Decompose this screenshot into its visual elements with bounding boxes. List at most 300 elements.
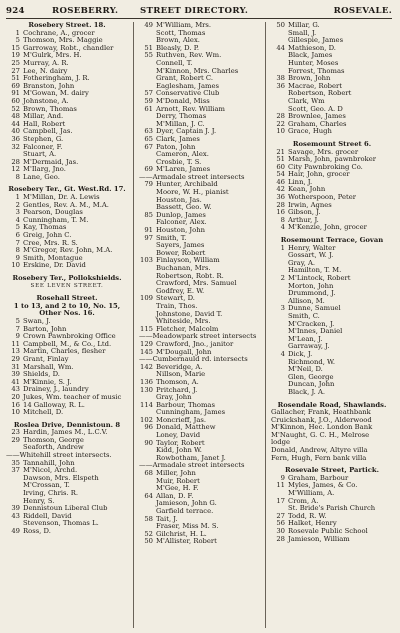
house-number: 114 xyxy=(140,401,153,409)
resident-name: Hall, Robert xyxy=(23,120,66,128)
directory-entry xyxy=(6,217,128,225)
directory-entry xyxy=(271,83,393,91)
directory-entry xyxy=(271,156,393,164)
directory-entry xyxy=(139,22,261,30)
resident-name: Brownlee, James xyxy=(288,113,346,121)
directory-entry xyxy=(6,386,128,394)
house-number: 28 xyxy=(276,113,285,121)
directory-entry xyxy=(6,194,128,202)
directory-entry xyxy=(139,212,261,220)
house-number: 38 xyxy=(276,75,285,83)
directory-entry xyxy=(6,379,128,387)
directory-entry xyxy=(139,478,261,486)
resident-name: Martin, Charles, flesher xyxy=(23,348,106,356)
resident-name: Branston, John xyxy=(23,82,75,90)
house-number: 52 xyxy=(144,530,153,538)
header-center: STREET DIRECTORY. xyxy=(140,6,249,16)
house-number: 142 xyxy=(140,363,153,371)
resident-name: Buchanan, Mrs. xyxy=(156,265,211,272)
directory-entry xyxy=(6,240,128,248)
directory-entry xyxy=(139,280,261,288)
directory-entry xyxy=(139,151,261,159)
resident-name: Moore, W. H., pianist xyxy=(156,189,229,197)
resident-name: Kidd, John W. xyxy=(156,447,202,455)
directory-entry xyxy=(6,356,128,364)
resident-name: Connell, T. xyxy=(156,59,193,67)
resident-name: Black, J. A. xyxy=(288,388,326,396)
directory-entry xyxy=(139,52,261,60)
house-number: 60 xyxy=(276,163,285,171)
house-number: 9 xyxy=(15,333,20,341)
directory-entry xyxy=(6,90,128,98)
house-number: 136 xyxy=(140,378,153,386)
resident-name: Falconer, F. xyxy=(23,143,63,151)
directory-entry xyxy=(139,60,261,68)
house-number: 130 xyxy=(140,386,153,394)
house-number: 25 xyxy=(11,59,20,67)
directory-entry xyxy=(271,351,393,359)
resident-name: Thomson, Mrs. Maggie xyxy=(23,37,103,45)
house-number: 7 xyxy=(15,239,20,247)
resident-name: Train, Thos. xyxy=(156,302,198,310)
resident-name: Robertson, Robert xyxy=(288,90,352,98)
house-number: 67 xyxy=(144,143,153,151)
house-number: 27 xyxy=(276,512,285,520)
directory-entry xyxy=(139,326,261,334)
directory-entry xyxy=(271,60,393,68)
house-number: 44 xyxy=(276,44,285,52)
directory-entry xyxy=(139,128,261,136)
house-number: 91 xyxy=(144,227,153,235)
directory-entry xyxy=(139,394,261,402)
house-number: 23 xyxy=(11,429,20,437)
house-number: 97 xyxy=(144,234,153,242)
directory-entry xyxy=(139,455,261,463)
directory-entry xyxy=(139,121,261,129)
resident-name: Rosevale Public School xyxy=(288,528,368,535)
house-number: 31 xyxy=(11,363,20,371)
resident-name: Pritchard, J. xyxy=(156,386,198,394)
resident-name: M'Gulrk, Mrs. H. xyxy=(23,52,82,60)
resident-name: Garroway, Robt., chandler xyxy=(23,44,114,52)
house-number: 5 xyxy=(15,37,20,45)
directory-entry xyxy=(139,364,261,372)
directory-entry xyxy=(271,321,393,329)
intersection-note: —— Meadowpark street intersects xyxy=(139,333,261,341)
resident-name: M'Kinnon, Mrs. Charles xyxy=(156,67,239,75)
directory-entry xyxy=(271,37,393,45)
street-heading: Rosehall Street. xyxy=(36,295,98,303)
directory-entry xyxy=(139,106,261,114)
house-number: 36 xyxy=(276,82,285,90)
resident-name: Muir, Robert xyxy=(156,477,200,485)
house-number: 37 xyxy=(11,467,20,475)
street-heading: Roslea Drive, Dennistoun. 8 xyxy=(13,421,121,429)
house-number: 4 xyxy=(280,350,285,358)
directory-entry xyxy=(139,379,261,387)
house-number: 48 xyxy=(11,113,20,121)
resident-name: Taylor, Robert xyxy=(156,439,205,447)
directory-entry xyxy=(139,417,261,425)
house-number: 59 xyxy=(144,97,153,105)
resident-name: Gibson, J. xyxy=(288,209,321,217)
resident-name: Linn, J. xyxy=(288,178,313,186)
directory-entry xyxy=(139,341,261,349)
directory-entry xyxy=(139,493,261,501)
house-number: 10 xyxy=(11,409,20,417)
directory-entry xyxy=(6,371,128,379)
resident-name: Morton, John xyxy=(288,282,334,290)
directory-entry xyxy=(6,520,128,528)
resident-name: Eaglesham, James xyxy=(156,82,219,90)
house-number: 51 xyxy=(11,75,20,83)
directory-entry xyxy=(271,328,393,336)
house-number: 27 xyxy=(11,67,20,75)
resident-name: M'Lean, J. xyxy=(288,335,323,343)
resident-name: Riddell, David xyxy=(23,512,72,520)
directory-entry xyxy=(6,98,128,106)
resident-name: M'Donald, Miss xyxy=(156,97,210,105)
house-number: 10 xyxy=(276,128,285,136)
house-number: 30 xyxy=(276,528,285,535)
resident-name: M'Kinnie, S. J. xyxy=(23,378,72,386)
directory-entry xyxy=(139,500,261,508)
house-number: 12 xyxy=(11,166,20,174)
directory-entry xyxy=(6,52,128,60)
directory-entry xyxy=(6,341,128,349)
resident-name: Henry, Walter xyxy=(288,244,336,252)
resident-name: Myles, James, & Co. xyxy=(288,482,358,490)
house-number: 57 xyxy=(144,90,153,98)
directory-entry xyxy=(139,409,261,417)
resident-name: M'Crossan, T. xyxy=(23,482,70,490)
house-number: 39 xyxy=(11,371,20,379)
directory-entry xyxy=(139,45,261,53)
house-number: 79 xyxy=(144,181,153,189)
resident-name: M'Laren, James xyxy=(156,166,211,174)
directory-entry xyxy=(271,290,393,298)
resident-name: Brown, Thomas xyxy=(23,105,77,113)
resident-name: M'Millan, J. C. xyxy=(156,120,205,128)
house-number: 40 xyxy=(11,128,20,136)
resident-name: Gray, A. xyxy=(288,259,316,267)
directory-entry xyxy=(271,409,393,417)
house-number: 32 xyxy=(11,143,20,151)
house-number: 13 xyxy=(11,348,20,356)
resident-name: M'William, A. xyxy=(288,490,335,498)
resident-name: 14 Galloway, R. L. xyxy=(23,401,85,409)
house-number: 68 xyxy=(144,470,153,478)
resident-name: Crown Pawnbroking Office xyxy=(23,333,116,341)
house-number: 91 xyxy=(11,90,20,98)
house-number: 51 xyxy=(144,44,153,52)
resident-name: Arthur, J. xyxy=(288,216,319,224)
resident-name: Glen, George xyxy=(288,373,334,381)
resident-name: Donald, Matthew xyxy=(156,424,216,432)
resident-name: Tannahill, John xyxy=(23,459,75,467)
house-number: 41 xyxy=(11,378,20,386)
house-number: 44 xyxy=(11,120,20,128)
resident-name: Jukes, Wm. teacher of music xyxy=(23,393,122,401)
house-number: 5 xyxy=(15,317,20,325)
directory-entry xyxy=(6,318,128,326)
directory-entry xyxy=(6,151,128,159)
house-number: 1 xyxy=(280,244,285,252)
directory-entry xyxy=(6,528,128,536)
resident-name: M'Millan, Dr. A. Lewis xyxy=(23,194,100,202)
house-number: 102 xyxy=(140,416,153,424)
resident-name: City Pawnbroking Co. xyxy=(288,163,363,171)
house-number: 16 xyxy=(276,209,285,217)
house-number: 6 xyxy=(15,232,20,240)
resident-name: Dawson, Mrs. Elspeth xyxy=(23,474,99,482)
resident-name: M'Lintock, Robert xyxy=(288,275,351,282)
resident-name: M'Naught, G. C. H., Melrose xyxy=(271,431,370,439)
resident-name: Tait, J. xyxy=(156,515,178,523)
house-number: 17 xyxy=(276,497,285,505)
directory-entry xyxy=(271,224,393,232)
directory-entry xyxy=(271,536,393,544)
house-number: 51 xyxy=(276,156,285,164)
resident-name: Bassett, Geo. W. xyxy=(156,204,212,212)
resident-name: Johnstone, David T. xyxy=(156,310,223,318)
directory-entry xyxy=(6,513,128,521)
directory-entry xyxy=(139,288,261,296)
house-number: 4 xyxy=(15,216,20,224)
resident-name: Hair, John, grocer xyxy=(288,171,350,179)
directory-entry xyxy=(139,235,261,243)
house-number: 54 xyxy=(276,171,285,179)
directory-entry xyxy=(139,68,261,76)
directory-entry xyxy=(139,432,261,440)
directory-entry xyxy=(271,305,393,313)
house-number: 43 xyxy=(11,512,20,520)
directory-entry xyxy=(271,128,393,136)
directory-entry xyxy=(271,149,393,157)
column-3 xyxy=(271,22,393,543)
directory-entry xyxy=(271,164,393,172)
directory-entry xyxy=(271,374,393,382)
resident-name: M'Kenzie, John, grocer xyxy=(288,224,367,232)
house-number: 35 xyxy=(11,459,20,467)
resident-name: Lee, N. dairy xyxy=(23,67,68,75)
directory-entry xyxy=(271,22,393,30)
street-heading: Rosemount Terrace, Govan xyxy=(280,237,384,245)
directory-entry xyxy=(6,475,128,483)
resident-name: Graham, Charles xyxy=(288,120,347,128)
directory-entry xyxy=(139,37,261,45)
resident-name: Gossart, W. J. xyxy=(288,252,334,260)
resident-name: Clark, Wm xyxy=(288,97,325,105)
directory-entry xyxy=(271,98,393,106)
resident-name: Rowbotham, Janet J. xyxy=(156,454,226,462)
house-number: 1 xyxy=(15,194,20,202)
directory-entry xyxy=(139,227,261,235)
resident-name: Grace, Hugh xyxy=(288,128,332,136)
resident-name: Cameron, Alex. xyxy=(156,151,209,159)
resident-name: Grant, Finlay xyxy=(23,355,69,363)
resident-name: Murray, A. R. xyxy=(23,59,69,67)
resident-name: Kean, John xyxy=(288,186,326,194)
house-number: 96 xyxy=(144,424,153,432)
resident-name: Stuart, A. xyxy=(23,151,57,159)
resident-name: M'William, Mrs. xyxy=(156,22,212,29)
resident-name: Dunlop, James xyxy=(156,211,206,219)
resident-name: Cunningham, T. M. xyxy=(23,216,89,224)
resident-name: M'Gregor, Rev. John, M.A. xyxy=(23,247,113,255)
resident-name: Cruickshank, J.O., Alderwood xyxy=(271,416,372,424)
resident-name: Gallacher, Frank, Heathbank xyxy=(271,409,371,417)
resident-name: Brown, Alex. xyxy=(156,37,200,45)
resident-name: Black, James xyxy=(288,52,333,60)
resident-name: Millar, G. xyxy=(288,22,320,29)
resident-name: Jamieson, John G. xyxy=(156,500,217,508)
resident-name: M'Innes, Daniel xyxy=(288,328,343,336)
resident-name: Seaforth, Andrew xyxy=(23,444,84,452)
resident-name: Savage, Mrs. grocer xyxy=(288,148,359,156)
directory-entry xyxy=(139,349,261,357)
resident-name: St. Bride's Parish Church xyxy=(288,505,376,513)
house-number: 69 xyxy=(11,82,20,90)
house-number: 22 xyxy=(276,120,285,128)
house-number: 11 xyxy=(11,340,20,348)
resident-name: M'Dermaid, Jas. xyxy=(23,158,79,166)
directory-entry xyxy=(6,144,128,152)
house-number: 46 xyxy=(276,178,285,186)
resident-name: M'Kinnon, Hec. London Bank xyxy=(271,424,373,432)
house-number: 39 xyxy=(11,505,20,513)
resident-name: Fletcher, Malcolm xyxy=(156,325,219,333)
resident-name: Fern, Hugh, Fern bank villa xyxy=(271,454,367,462)
house-number: 36 xyxy=(11,135,20,143)
resident-name: M'Cracken, J. xyxy=(288,320,335,328)
directory-entry xyxy=(6,37,128,45)
house-number: 28 xyxy=(11,158,20,166)
resident-name: Allan, D. F. xyxy=(156,492,194,500)
house-number: 61 xyxy=(144,105,153,113)
directory-entry xyxy=(6,247,128,255)
resident-name: Donald, Andrew, Altyre villa xyxy=(271,447,368,455)
house-number: 50 xyxy=(144,538,153,546)
resident-name: Millar, And. xyxy=(23,113,64,121)
directory-entry xyxy=(271,424,393,432)
resident-name: M'Dougall, John xyxy=(156,348,212,356)
resident-name: Bleasly, D. P. xyxy=(156,44,200,52)
resident-name: Barbour, Thomas xyxy=(156,401,215,409)
resident-name: Conservative Club xyxy=(156,90,220,98)
house-number: 8 xyxy=(280,216,285,224)
directory-entry xyxy=(271,343,393,351)
resident-name: Smith, T. xyxy=(156,234,187,242)
directory-entry xyxy=(139,523,261,531)
directory-entry xyxy=(271,366,393,374)
directory-entry xyxy=(271,121,393,129)
house-number: 3 xyxy=(280,305,285,313)
resident-name: Stevenson, Thomas L. xyxy=(23,520,99,528)
resident-name: Hunter, Moses xyxy=(288,59,339,67)
resident-name: Todd, R. W. xyxy=(288,512,327,520)
resident-name: Richmond, W. xyxy=(288,358,336,366)
resident-name: Hardin, James M., L.C.V. xyxy=(23,429,108,437)
resident-name: Cunningham, James xyxy=(156,409,226,417)
resident-name: Scott, Thomas xyxy=(156,29,206,37)
resident-name: Marshall, Wm. xyxy=(23,363,74,371)
directory-entry xyxy=(139,166,261,174)
street-heading: Rosemount Street 6. xyxy=(292,140,372,148)
directory-entry xyxy=(139,538,261,546)
directory-entry xyxy=(139,144,261,152)
house-number: 69 xyxy=(144,166,153,174)
house-number: 42 xyxy=(276,186,285,194)
house-number: 16 xyxy=(11,401,20,409)
directory-entry xyxy=(271,68,393,76)
directory-entry xyxy=(6,232,128,240)
resident-name: Gray, John xyxy=(156,394,192,402)
see-reference: SEE LEVEN STREET. xyxy=(30,282,104,289)
column-2 xyxy=(139,22,261,546)
house-number: 29 xyxy=(11,436,20,444)
resident-name: Shields, D. xyxy=(23,371,60,379)
house-number: 19 xyxy=(11,52,20,60)
directory-entry xyxy=(271,439,393,447)
directory-entry xyxy=(271,505,393,513)
resident-name: Garraway, J. xyxy=(288,343,330,351)
directory-entry xyxy=(139,387,261,395)
house-number: 60 xyxy=(11,97,20,105)
directory-entry xyxy=(271,245,393,253)
resident-name: M'Allister, Robert xyxy=(156,538,217,546)
directory-entry xyxy=(6,174,128,182)
house-number: 3 xyxy=(15,209,20,217)
directory-entry xyxy=(6,121,128,129)
directory-entry xyxy=(271,498,393,506)
house-number: 85 xyxy=(144,211,153,219)
directory-entry xyxy=(139,189,261,197)
directory-entry xyxy=(6,202,128,210)
house-number: 5 xyxy=(15,224,20,232)
resident-name: Scott, Geo. A. D xyxy=(288,105,343,113)
house-number: 129 xyxy=(140,340,153,348)
directory-entry xyxy=(271,202,393,210)
directory-entry xyxy=(271,171,393,179)
resident-name: Cochrane, A., grocer xyxy=(23,29,95,37)
resident-name: Halket, Henry xyxy=(288,520,337,528)
directory-entry xyxy=(139,447,261,455)
resident-name: Crawford, Jno., janitor xyxy=(156,340,234,348)
resident-name: Smith, C. xyxy=(288,312,320,320)
resident-name: Falconer, Alex. xyxy=(156,219,207,227)
directory-entry xyxy=(271,45,393,53)
directory-entry xyxy=(6,402,128,410)
directory-entry xyxy=(139,257,261,265)
directory-entry xyxy=(6,437,128,445)
header-right: ROSEVALE. xyxy=(333,6,392,16)
house-number: 1 xyxy=(15,29,20,37)
resident-name: Small, J. xyxy=(288,29,317,37)
directory-entry xyxy=(6,348,128,356)
resident-name: Irving, Chris. R. xyxy=(23,490,79,498)
resident-name: Robertson, Robt. R. xyxy=(156,272,224,280)
directory-entry xyxy=(271,194,393,202)
directory-entry xyxy=(271,381,393,389)
resident-name: Mitchell, D. xyxy=(23,409,64,417)
resident-name: Derry, Thomas xyxy=(156,113,207,121)
house-number: 10 xyxy=(11,262,20,270)
house-number: 55 xyxy=(144,52,153,60)
resident-name: Erskine, Dr. David xyxy=(23,262,86,270)
directory-entry xyxy=(139,113,261,121)
house-number: 28 xyxy=(276,535,285,543)
